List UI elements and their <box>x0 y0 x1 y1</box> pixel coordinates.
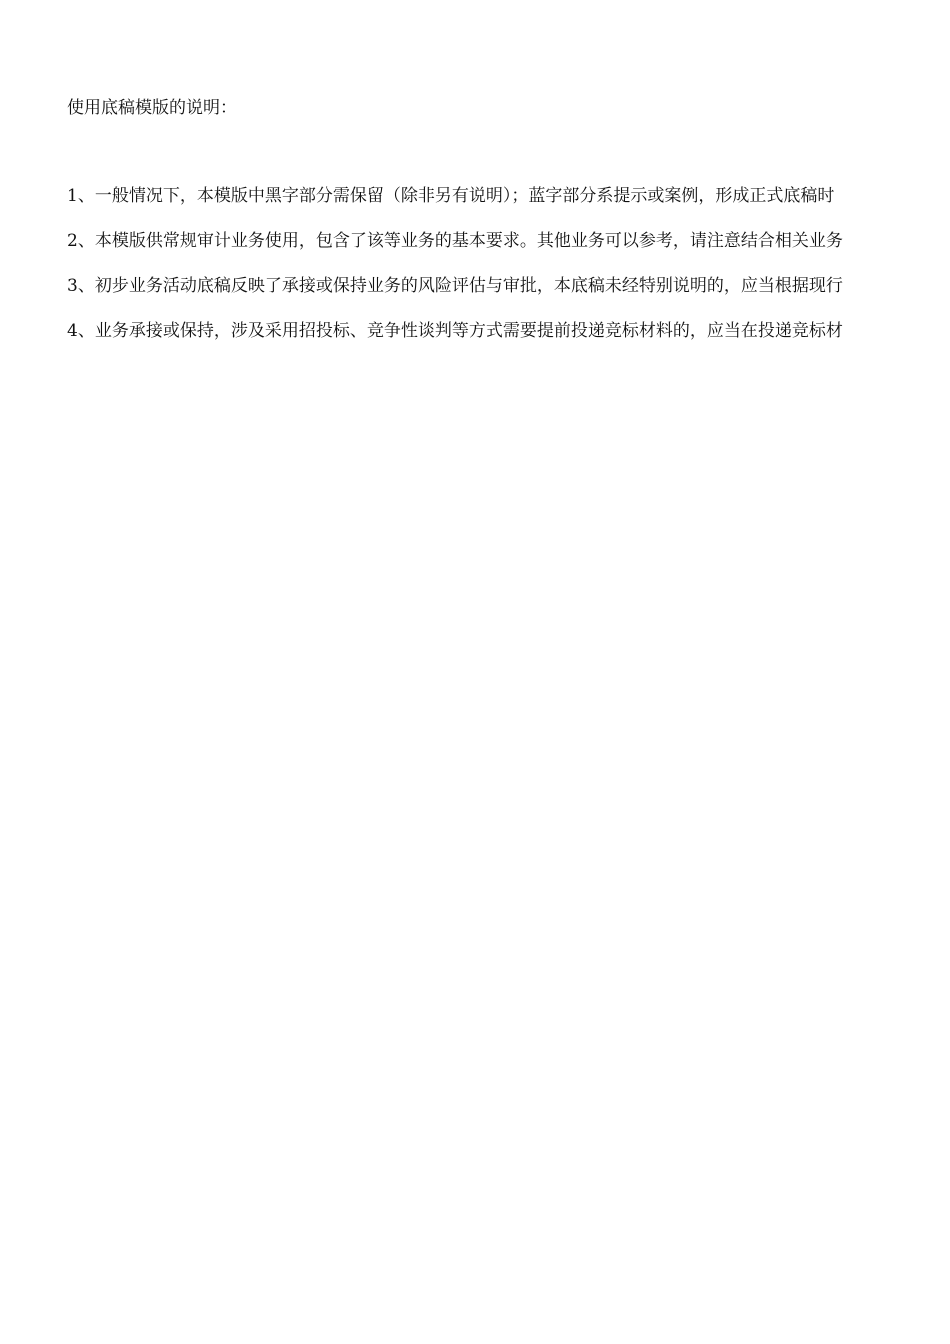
instruction-item-4: 4、业务承接或保持，涉及采用招投标、竞争性谈判等方式需要提前投递竞标材料的，应当在投递竞标材 <box>67 321 843 341</box>
instruction-item-2: 2、本模版供常规审计业务使用，包含了该等业务的基本要求。其他业务可以参考，请注意结合相关业务 <box>67 231 843 251</box>
instructions-list <box>67 185 950 365</box>
instructions-heading: 使用底稿模版的说明： <box>67 98 237 118</box>
instruction-item-3: 3、初步业务活动底稿反映了承接或保持业务的风险评估与审批，本底稿未经特别说明的，应当根据现行 <box>67 276 843 296</box>
instruction-item-1: 1、一般情况下，本模版中黑字部分需保留（除非另有说明）；蓝字部分系提示或案例，形成正式底稿时 <box>67 186 835 206</box>
